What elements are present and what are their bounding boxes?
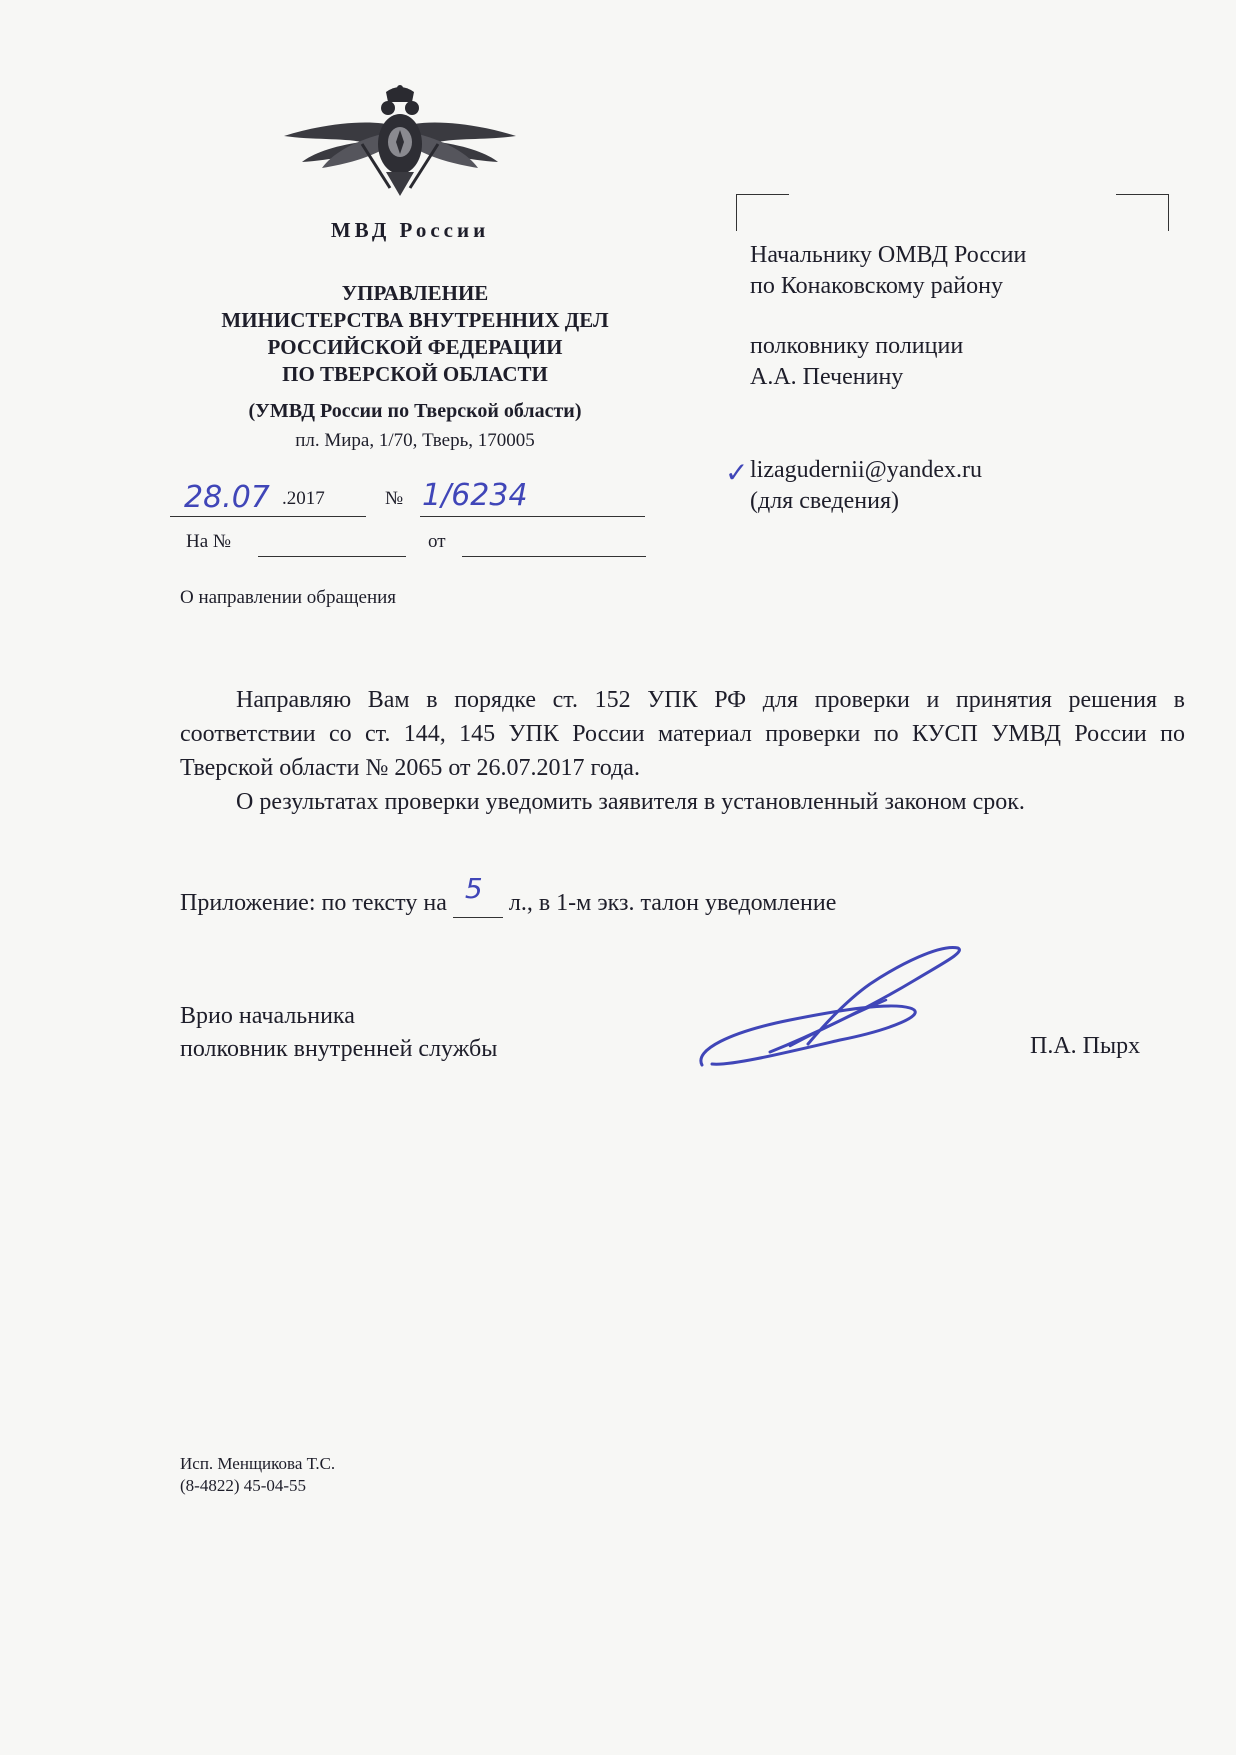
addressee-line: А.А. Печенину	[750, 364, 904, 390]
handwritten-reg-number: 1/6234	[422, 478, 528, 513]
mvd-eagle-emblem-icon	[282, 84, 518, 202]
addressee-line: полковнику полиции	[750, 333, 964, 359]
checkmark-icon: ✓	[725, 456, 749, 489]
reference-underline	[258, 556, 406, 557]
dept-line: ПО ТВЕРСКОЙ ОБЛАСТИ	[282, 362, 548, 386]
number-underline	[420, 516, 645, 517]
body-paragraph: О результатах проверки уведомить заявителя в установленный законом срок.	[236, 789, 1025, 815]
signer-position-line: полковник внутренней службы	[180, 1036, 498, 1062]
dept-line: МИНИСТЕРСТВА ВНУТРЕННИХ ДЕЛ	[221, 308, 609, 332]
copy-to-block	[750, 455, 982, 517]
attachment-line	[180, 872, 837, 918]
department-address: пл. Мира, 1/70, Тверь, 170005	[295, 430, 535, 451]
from-underline	[462, 556, 646, 557]
from-label: от	[428, 531, 446, 552]
letter-body	[180, 683, 1185, 819]
letter-subject: О направлении обращения	[180, 587, 397, 608]
attachment-pages-blank	[453, 872, 503, 918]
date-underline	[170, 516, 366, 517]
department-abbreviation: (УМВД России по Тверской области)	[248, 400, 582, 422]
addressee-corner-right	[1116, 194, 1169, 231]
handwritten-date: 28.07	[184, 480, 270, 515]
body-paragraph: Направляю Вам в порядке ст. 152 УПК РФ для проверки и принятия решения в соответствии со ст. 144, 145 УПК России материал проверки по КУСП УМВД России по Тверской области № 2065 от 26.07.2017 года.	[180, 687, 1185, 781]
department-name	[160, 280, 670, 388]
signer-position-line: Врио начальника	[180, 1003, 355, 1029]
reference-label: На №	[186, 531, 232, 552]
copy-note: (для сведения)	[750, 488, 899, 514]
executor-block	[180, 1453, 335, 1497]
addressee-line: Начальнику ОМВД России	[750, 242, 1027, 268]
date-year: .2017	[282, 488, 325, 509]
addressee-line: по Конаковскому району	[750, 273, 1003, 299]
executor-name: Исп. Менщикова Т.С.	[180, 1454, 336, 1473]
handwritten-signature-icon	[690, 940, 980, 1080]
attachment-suffix: л., в 1-м экз. талон уведомление	[508, 890, 837, 916]
signer-name: П.А. Пырх	[1030, 1033, 1141, 1059]
dept-line: РОССИЙСКОЙ ФЕДЕРАЦИИ	[267, 335, 563, 359]
executor-phone: (8-4822) 45-04-55	[180, 1476, 307, 1495]
signer-position	[180, 1000, 497, 1066]
attachment-prefix: Приложение: по тексту на	[180, 890, 447, 916]
addressee-corner-left	[736, 194, 789, 231]
agency-name: МВД России	[330, 218, 490, 242]
addressee-block	[750, 240, 1026, 393]
dept-line: УПРАВЛЕНИЕ	[341, 281, 489, 305]
copy-email: lizagudernii@yandex.ru	[750, 457, 983, 483]
handwritten-page-count: 5	[464, 872, 483, 905]
number-label: №	[385, 488, 404, 509]
